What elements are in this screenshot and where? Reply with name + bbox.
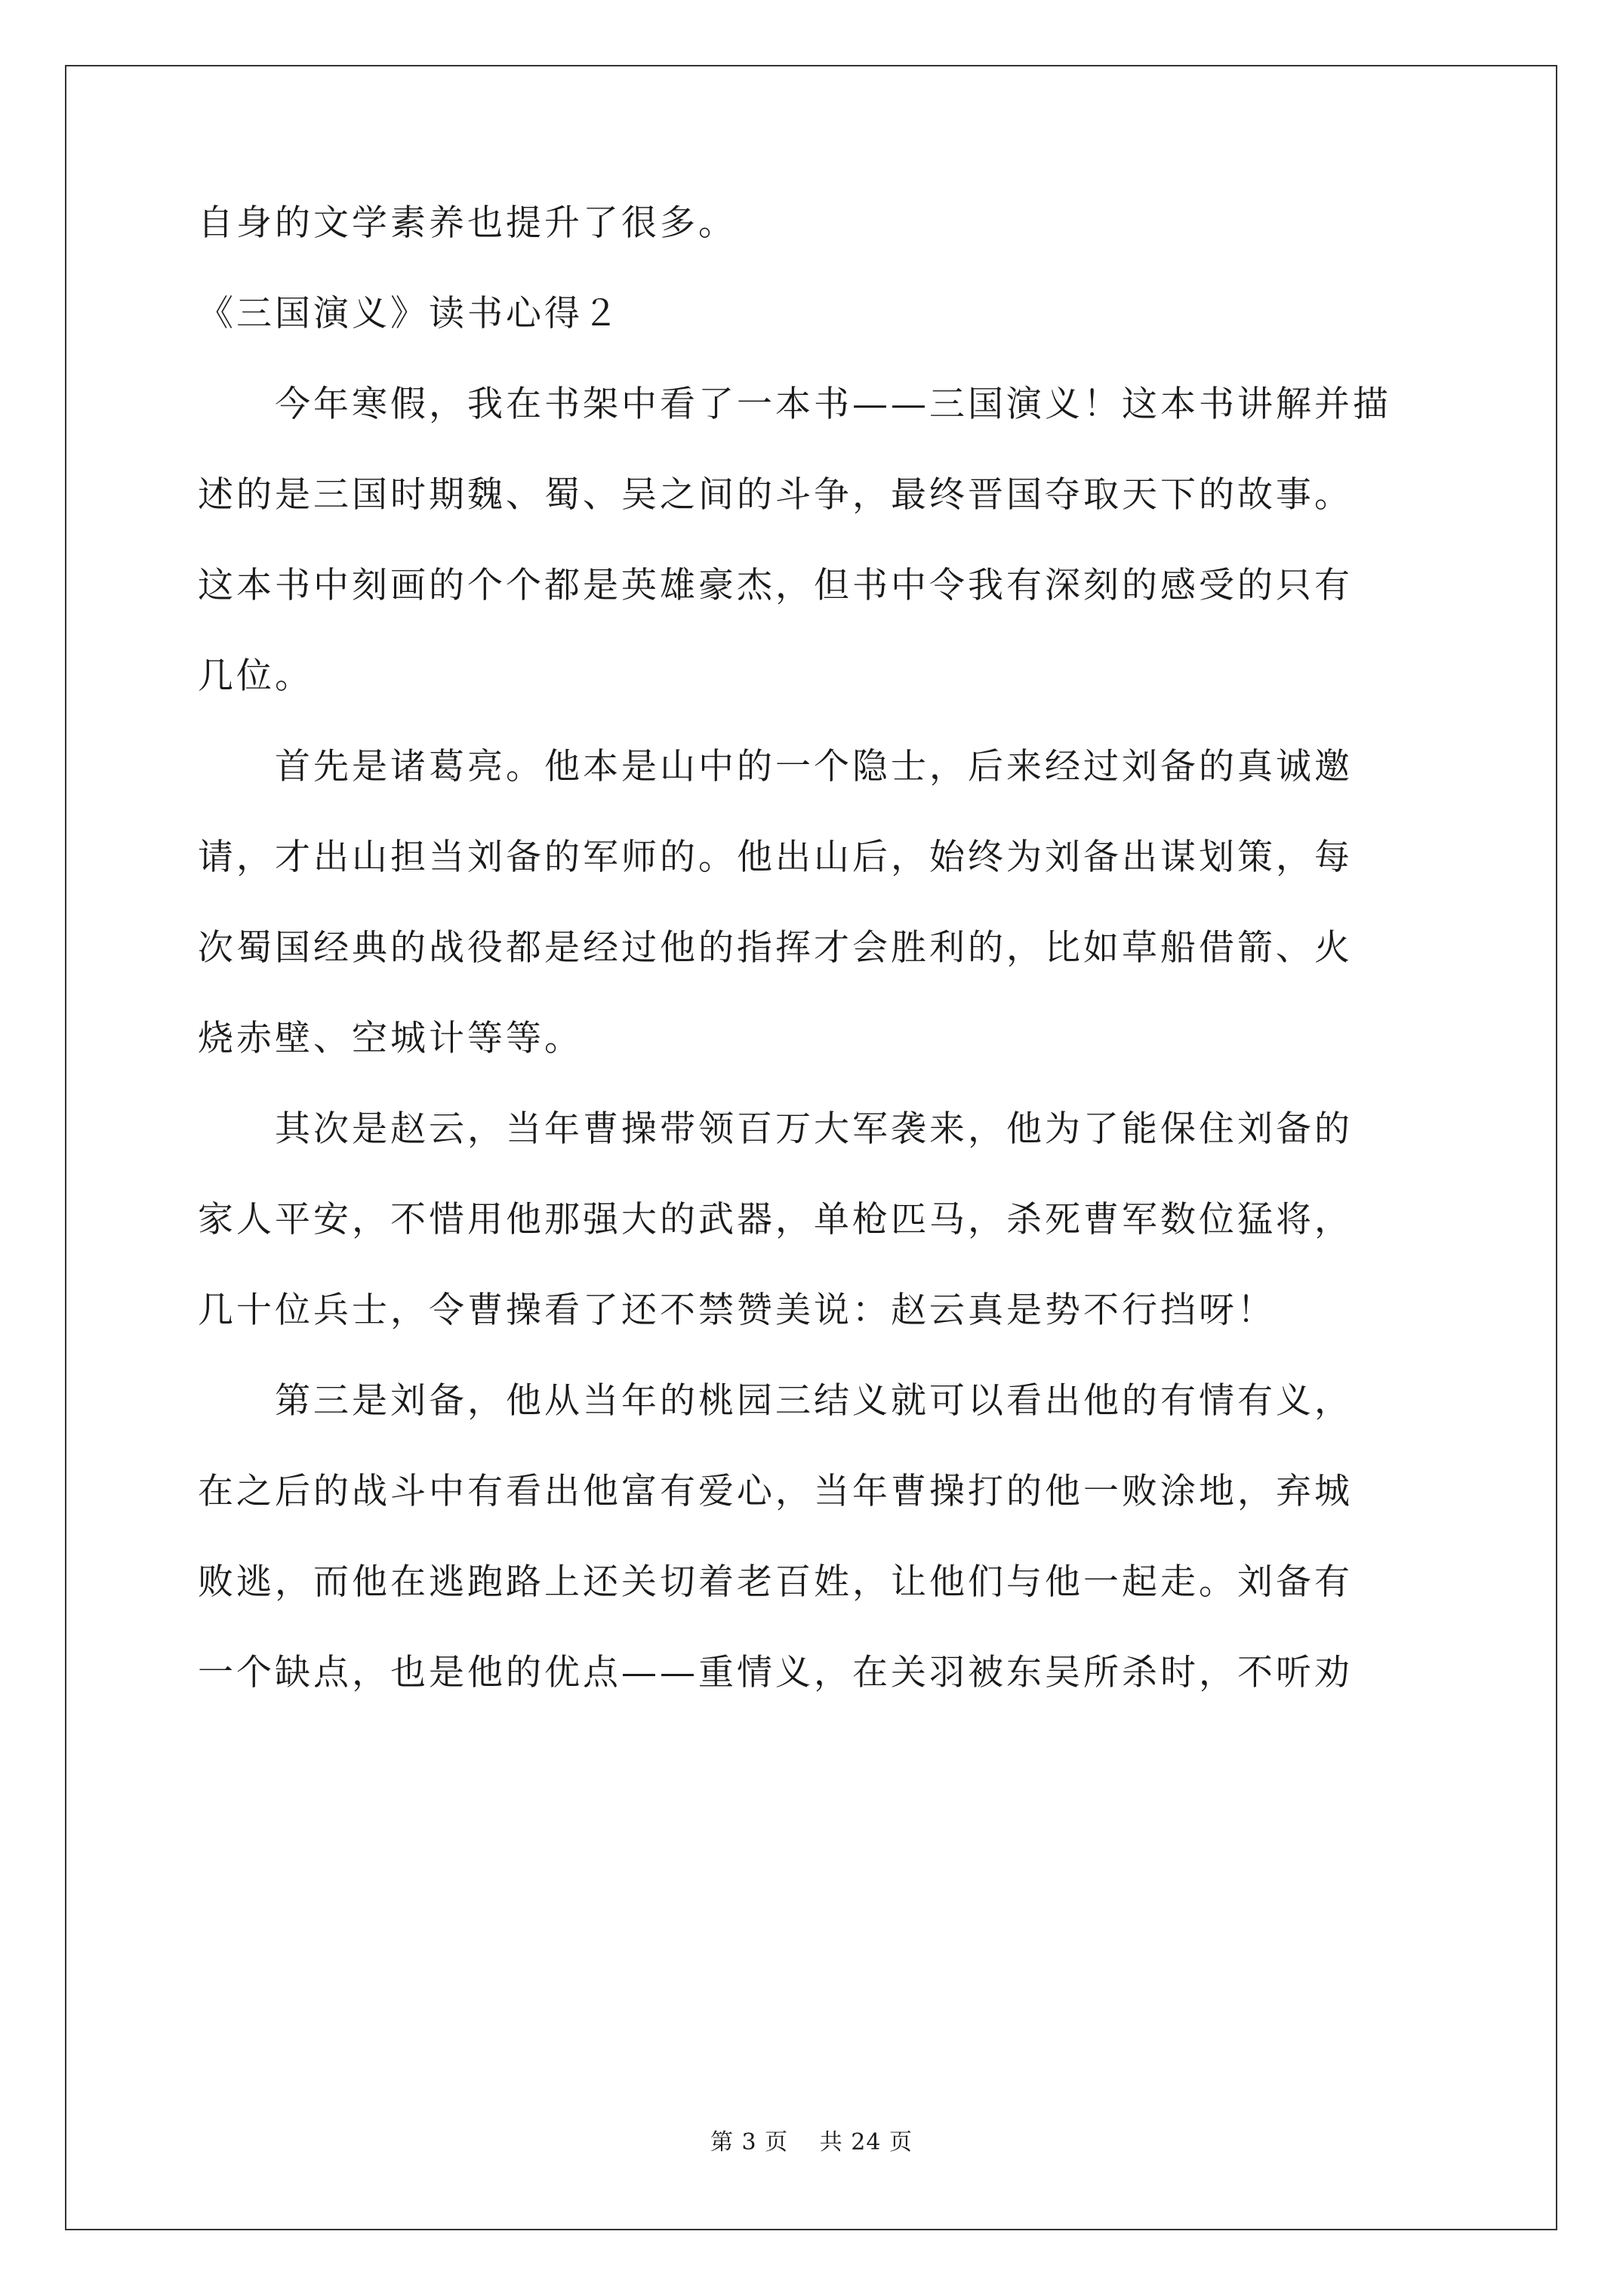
text-line: 家人平安，不惜用他那强大的武器，单枪匹马，杀死曹军数位猛将， xyxy=(198,1199,1353,1240)
text-line: 次蜀国经典的战役都是经过他的指挥才会胜利的，比如草船借箭、火 xyxy=(198,927,1353,969)
text-line: 今年寒假，我在书架中看了一本书——三国演义！这本书讲解并描 xyxy=(198,384,1391,425)
text-line: 一个缺点，也是他的优点——重情义，在关羽被东吴所杀时，不听劝 xyxy=(198,1652,1353,1693)
text-line: 几位。 xyxy=(198,655,313,697)
text-line: 其次是赵云，当年曹操带领百万大军袭来，他为了能保住刘备的 xyxy=(198,1108,1353,1150)
text-line: 这本书中刻画的个个都是英雄豪杰，但书中令我有深刻的感受的只有 xyxy=(198,565,1353,606)
section-heading: 《三国演义》读书心得２ xyxy=(198,293,621,334)
text-line: 败逃，而他在逃跑路上还关切着老百姓，让他们与他一起走。刘备有 xyxy=(198,1561,1353,1603)
page-number-footer: 第 3 页 共 24 页 xyxy=(710,2129,913,2156)
text-line: 自身的文学素养也提升了很多。 xyxy=(198,202,737,244)
text-line: 述的是三国时期魏、蜀、吴之间的斗争，最终晋国夺取天下的故事。 xyxy=(198,474,1353,516)
text-line: 几十位兵士，令曹操看了还不禁赞美说：赵云真是势不行挡呀！ xyxy=(198,1290,1276,1331)
text-line: 第三是刘备，他从当年的桃园三结义就可以看出他的有情有义， xyxy=(198,1380,1353,1422)
text-line: 请，才出山担当刘备的军师的。他出山后，始终为刘备出谋划策，每 xyxy=(198,837,1353,878)
text-line: 在之后的战斗中有看出他富有爱心，当年曹操打的他一败涂地，弃城 xyxy=(198,1471,1353,1512)
text-line: 烧赤壁、空城计等等。 xyxy=(198,1018,583,1059)
text-line: 首先是诸葛亮。他本是山中的一个隐士，后来经过刘备的真诚邀 xyxy=(198,746,1353,787)
